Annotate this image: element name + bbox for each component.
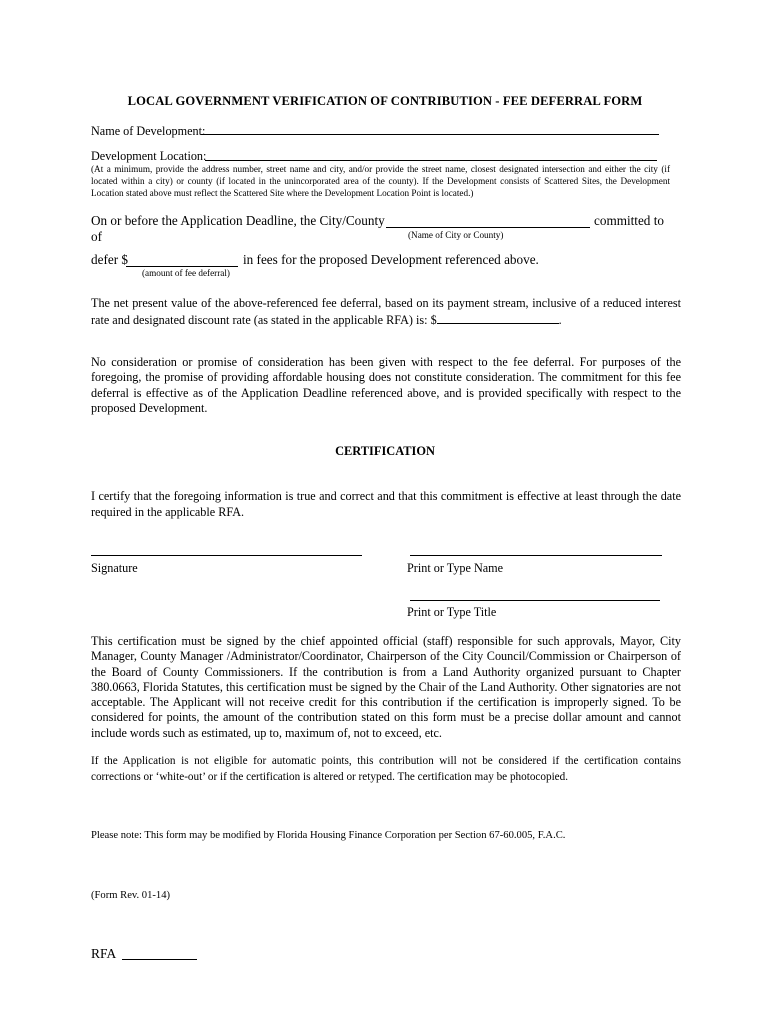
signature-field[interactable] (91, 555, 362, 556)
name-of-development-row (91, 124, 671, 139)
name-of-development-field[interactable] (201, 134, 659, 135)
rfa-number-field[interactable] (122, 959, 197, 960)
rfa-label: RFA (91, 946, 117, 961)
npv-paragraph (91, 295, 681, 328)
fee-deferral-caption: (amount of fee deferral) (142, 268, 230, 278)
npv-amount-field[interactable] (437, 312, 559, 324)
certify-paragraph: I certify that the foregoing information is true and correct and that this commitment is effective at least through the date required in the applicable RFA. (91, 489, 681, 519)
city-county-caption: (Name of City or County) (408, 230, 504, 240)
form-title: LOCAL GOVERNMENT VERIFICATION OF CONTRIBUTION - FEE DEFERRAL FORM (127, 94, 643, 108)
development-location-label: Development Location: (91, 149, 207, 163)
print-name-label: Print or Type Name (407, 561, 504, 575)
signed-by-paragraph: This certification must be signed by the chief appointed official (staff) responsible for such approvals, Mayor, City Manager, County Manager /Administrator/Coordinator, Chairperson of the City Council/Commission or Chairperson of the Board of County Commissioners. If the contribution is from a Land Authority organized pursuant to Chapter 380.0663, Florida Statutes, this certification must be signed by the Chair of the Land Authority. Other signatories are not acceptable. The Applicant will not receive credit for this contribution if the certification is improperly signed. To be considered for points, the amount of the contribution stated on this form must be a precise dollar amount and cannot include words such as estimated, up to, maximum of, not to exceed, etc. (91, 634, 681, 740)
location-note: (At a minimum, provide the address number, street name and city, and/or provide the street name, closest designated intersection and either the city (if located within a city) or county (if located in the unincorporated area of the county). If the Development consists of Scattered Sites, the Development Location stated above must reflect the Scattered Site where the Development Location Point is located.) (91, 164, 670, 198)
print-title-label: Print or Type Title (407, 605, 497, 619)
npv-text: The net present value of the above-referenced fee deferral, based on its payment stream, inclusive of a reduced interest rate and designated discount rate (as stated in the applicable RFA) is: $ (91, 296, 681, 327)
defer-label: defer $ (91, 252, 128, 267)
npv-end: . (558, 312, 562, 327)
deadline-text-end: committed to (594, 213, 664, 228)
print-title-field[interactable] (410, 600, 660, 601)
not-eligible-paragraph: If the Application is not eligible for automatic points, this contribution will not be considered if the certification contains corrections or ‘white-out’ or if the certification is altered or retyped. The certification may be photocopied. (91, 755, 681, 783)
print-name-field[interactable] (410, 555, 662, 556)
development-location-field[interactable] (205, 160, 657, 161)
defer-text-end: in fees for the proposed Development referenced above. (243, 252, 539, 267)
please-note: Please note: This form may be modified by Florida Housing Finance Corporation per Section 67-60.005, F.A.C. (91, 830, 566, 841)
name-of-development-label: Name of Development: (91, 124, 206, 138)
development-location-row (91, 149, 671, 164)
consideration-paragraph: No consideration or promise of consideration has been given with respect to the fee deferral. For purposes of the foregoing, the promise of providing affordable housing does not constitute consideration. The commitment for this fee deferral is effective as of the Application Deadline referenced above, and is provided specifically with respect to the proposed Development. (91, 355, 681, 415)
certification-heading: CERTIFICATION (335, 444, 435, 458)
signature-label: Signature (91, 561, 138, 575)
deadline-text-start: On or before the Application Deadline, the City/County of (91, 213, 385, 244)
form-revision: (Form Rev. 01-14) (91, 890, 171, 901)
city-county-field[interactable] (386, 227, 590, 228)
